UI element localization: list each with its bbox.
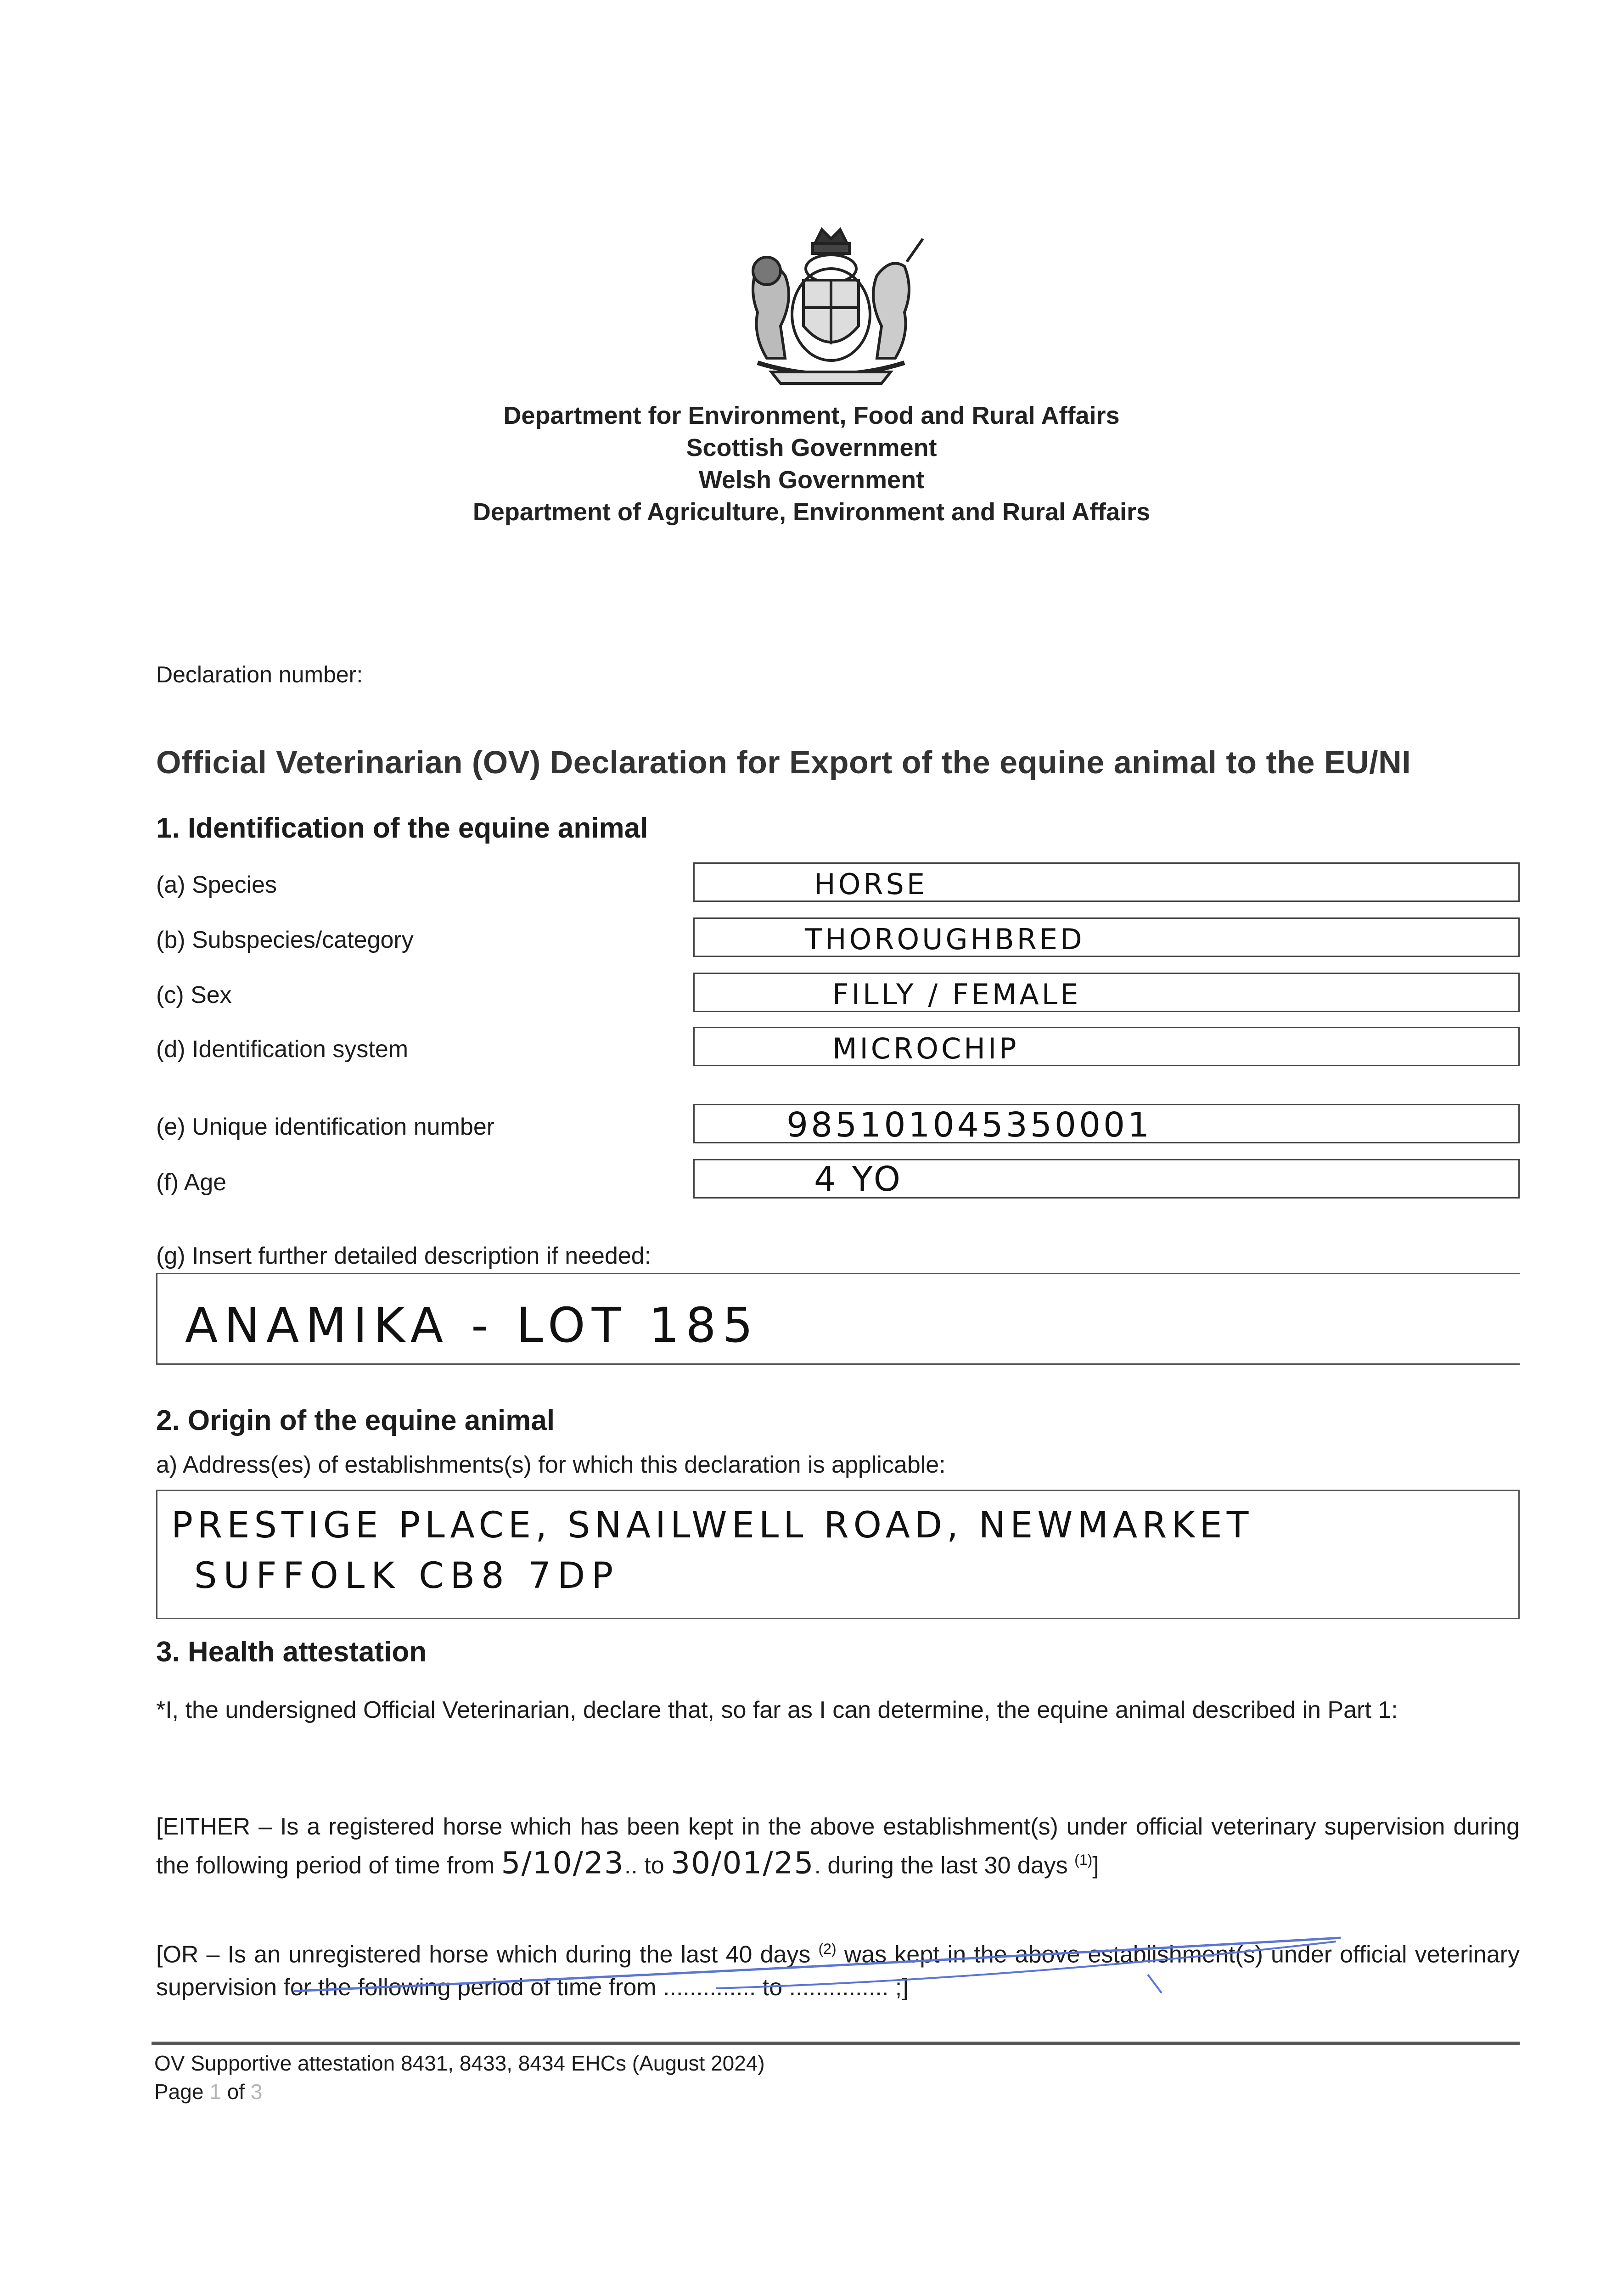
identification-system-label: (d) Identification system	[156, 1036, 409, 1063]
subspecies-value: THOROUGHBRED	[805, 923, 1085, 956]
of-word: of	[227, 2080, 245, 2104]
either-to-date: 30/01/25	[671, 1845, 814, 1881]
footnote-ref: (1)	[1074, 1851, 1093, 1868]
footnote-ref: (2)	[818, 1941, 837, 1957]
age-value: 4 YO	[814, 1159, 904, 1199]
section-3-heading: 3. Health attestation	[156, 1636, 427, 1668]
unique-id-field[interactable]	[693, 1104, 1520, 1143]
sex-value: FILLY / FEMALE	[832, 978, 1081, 1011]
page-total: 3	[250, 2080, 263, 2104]
department-name: Department of Agriculture, Environment and Rural Affairs	[472, 498, 1151, 526]
department-name: Scottish Government	[686, 434, 937, 461]
age-label: (f) Age	[156, 1169, 227, 1196]
page-number: 1	[209, 2080, 221, 2104]
sex-field[interactable]	[693, 973, 1520, 1012]
or-clause-text: [OR – Is an unregistered horse which during the last 40 days	[156, 1941, 811, 1968]
department-list	[0, 400, 1623, 528]
subspecies-label: (b) Subspecies/category	[156, 927, 414, 953]
dots: ..	[624, 1852, 638, 1879]
address-line-2: SUFFOLK CB8 7DP	[194, 1555, 620, 1597]
further-description-label: (g) Insert further detailed description if needed:	[156, 1243, 651, 1269]
department-name: Welsh Government	[698, 466, 925, 494]
subspecies-field[interactable]	[693, 917, 1520, 957]
page-word: Page	[154, 2080, 204, 2104]
section-1-heading: 1. Identification of the equine animal	[156, 812, 648, 844]
unique-id-value: 985101045350001	[786, 1105, 1152, 1145]
further-description-box[interactable]	[156, 1273, 1520, 1365]
footer-reference: OV Supportive attestation 8431, 8433, 8434 EHCs (August 2024)	[154, 2051, 765, 2075]
declaration-number-label: Declaration number:	[156, 662, 363, 687]
either-clause-text-2: during the last 30 days	[827, 1852, 1068, 1879]
either-clause-text: [EITHER – Is a registered horse which has been kept in the above establishment(s) under official veterinary supervision during the following period of time from	[156, 1813, 1520, 1879]
footer-divider	[152, 2042, 1520, 2045]
or-clause-text-2: was kept in the above establishment(s) under official veterinary supervision for the following period of time from .............. to ............... ;]	[156, 1941, 1520, 2001]
further-description-value: ANAMIKA - LOT 185	[185, 1297, 759, 1353]
address-label: a) Address(es) of establishments(s) for which this declaration is applicable:	[156, 1452, 946, 1478]
age-field[interactable]	[693, 1159, 1520, 1199]
identification-system-field[interactable]	[693, 1027, 1520, 1066]
or-clause	[156, 1932, 1520, 2004]
sex-label: (c) Sex	[156, 982, 232, 1008]
attestation-intro: *I, the undersigned Official Veterinarian, declare that, so far as I can determine, the equine animal described in Part 1:	[156, 1697, 1398, 1723]
species-value: HORSE	[814, 867, 928, 901]
species-field[interactable]	[693, 862, 1520, 902]
department-name: Department for Environment, Food and Rural Affairs	[503, 402, 1120, 429]
unique-id-label: (e) Unique identification number	[156, 1114, 495, 1140]
to-word: to	[644, 1852, 664, 1879]
bracket-close: ]	[1092, 1852, 1099, 1879]
species-label: (a) Species	[156, 872, 277, 898]
royal-coat-of-arms-icon	[730, 225, 932, 390]
section-2-heading: 2. Origin of the equine animal	[156, 1405, 555, 1436]
page-indicator	[154, 2079, 262, 2104]
either-clause: [EITHER – Is a registered horse which has been kept in the above establishment(s) under official veterinary supervision during the following period of time from 5/10/23.. to 30/01/25. during the last 30 days $^{(1)}$]	[156, 1813, 1520, 1881]
either-from-date: 5/10/23	[501, 1845, 624, 1881]
address-box[interactable]	[156, 1490, 1520, 1619]
document-title: Official Veterinarian (OV) Declaration for Export of the equine animal to the EU/NI	[156, 744, 1411, 780]
identification-system-value: MICROCHIP	[832, 1032, 1019, 1065]
address-line-1: PRESTIGE PLACE, SNAILWELL ROAD, NEWMARKET	[171, 1505, 1253, 1546]
